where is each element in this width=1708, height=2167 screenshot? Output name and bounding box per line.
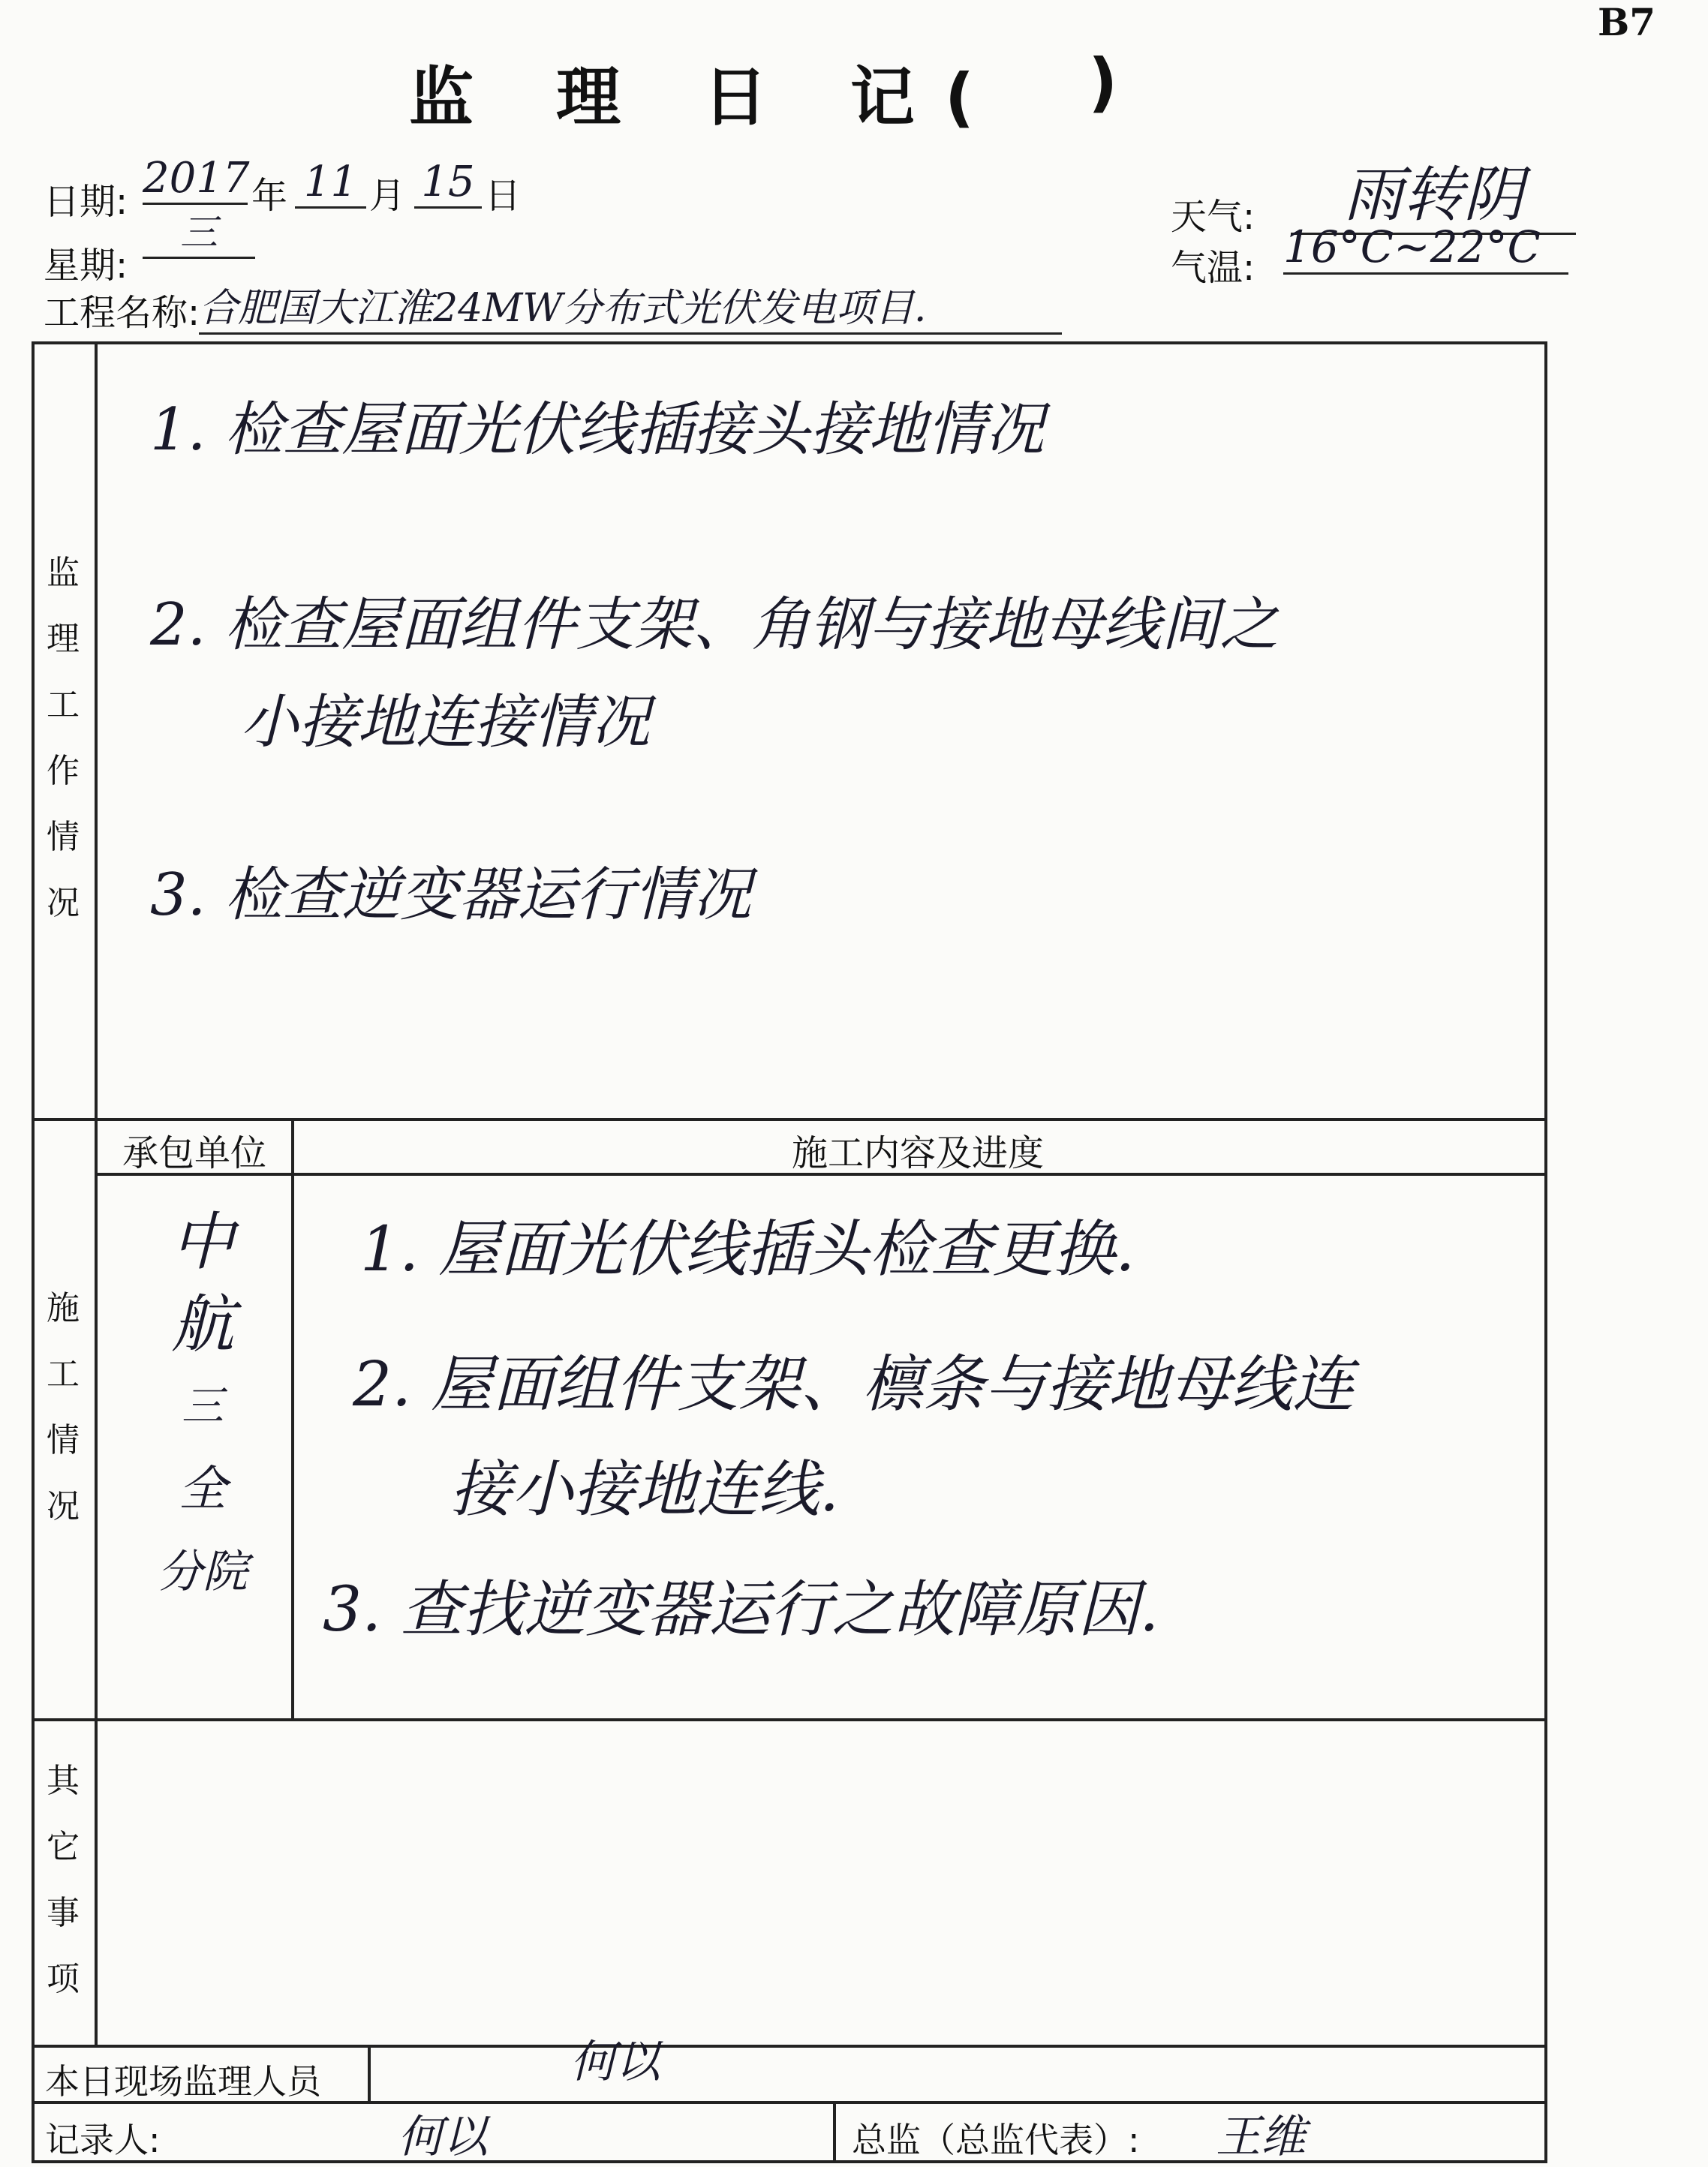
footer-divider-2 [833, 2101, 836, 2161]
contractor-column-divider [291, 1118, 294, 1718]
construction-item: 接小接地连线. [450, 1454, 840, 1525]
year-label: 年 [251, 175, 288, 217]
weather-value: 雨转阴 [1291, 146, 1576, 235]
weekday-label: 星期: [44, 245, 128, 287]
recorder-label: 记录人: [45, 2120, 161, 2160]
project-value: 合肥国大江淮24MW分布式光伏发电项目. [199, 276, 1062, 335]
weather-label: 天气: [1171, 196, 1255, 238]
construction-item: 2. 屋面组件支架、檩条与接地母线连 [353, 1349, 1355, 1420]
content-column-header: 施工内容及进度 [791, 1132, 1044, 1174]
supervision-item: 2. 检查屋面组件支架、角钢与接地母线间之 [150, 591, 1279, 659]
divider-other-bottom [32, 2045, 1544, 2048]
construction-item: 3. 查找逆变器运行之故障原因. [323, 1574, 1159, 1646]
supervision-item: 小接地连接情况 [240, 689, 651, 756]
construction-item: 1. 屋面光伏线插头检查更换. [360, 1214, 1135, 1285]
contractor-column-header: 承包单位 [122, 1132, 266, 1174]
page-title: 监 理 日 记( [409, 60, 1005, 135]
temp-label: 气温: [1171, 247, 1255, 289]
other-section-label: 其 它 事 项 [47, 1762, 80, 1998]
construction-section-label: 施 工 情 况 [47, 1289, 80, 1525]
page-title-close: ) [1088, 45, 1118, 120]
onsite-staff-signature: 何以 [570, 2036, 660, 2088]
supervision-item: 1. 检查屋面光伏线插接头接地情况 [150, 396, 1045, 464]
recorder-signature: 何以 [398, 2111, 488, 2163]
chief-supervisor-label: 总监（总监代表）: [852, 2120, 1140, 2160]
divider-supervision-bottom [32, 1118, 1544, 1121]
form-code: B7 [1597, 0, 1655, 44]
project-label: 工程名称: [44, 292, 200, 334]
month-label: 月 [369, 175, 406, 217]
temp-value: 16°C~22°C [1283, 221, 1568, 275]
supervision-item: 3. 检查逆变器运行情况 [150, 861, 752, 929]
contractor-value: 中 航 三 全 分院 [158, 1205, 248, 1598]
date-label: 日期: [44, 181, 128, 223]
chief-supervisor-signature: 王维 [1216, 2111, 1306, 2163]
day-label: 日 [485, 175, 522, 217]
label-column-divider [95, 341, 98, 2045]
divider-construction-bottom [32, 1718, 1544, 1721]
weekday-value: 三 [143, 203, 255, 259]
onsite-staff-label: 本日现场监理人员 [45, 2061, 321, 2102]
month-value: 11 [295, 158, 366, 209]
supervision-section-label: 监 理 工 作 情 况 [47, 554, 80, 922]
footer-divider-1 [368, 2045, 371, 2101]
year-value: 2017 [143, 154, 248, 205]
day-value: 15 [414, 158, 482, 209]
